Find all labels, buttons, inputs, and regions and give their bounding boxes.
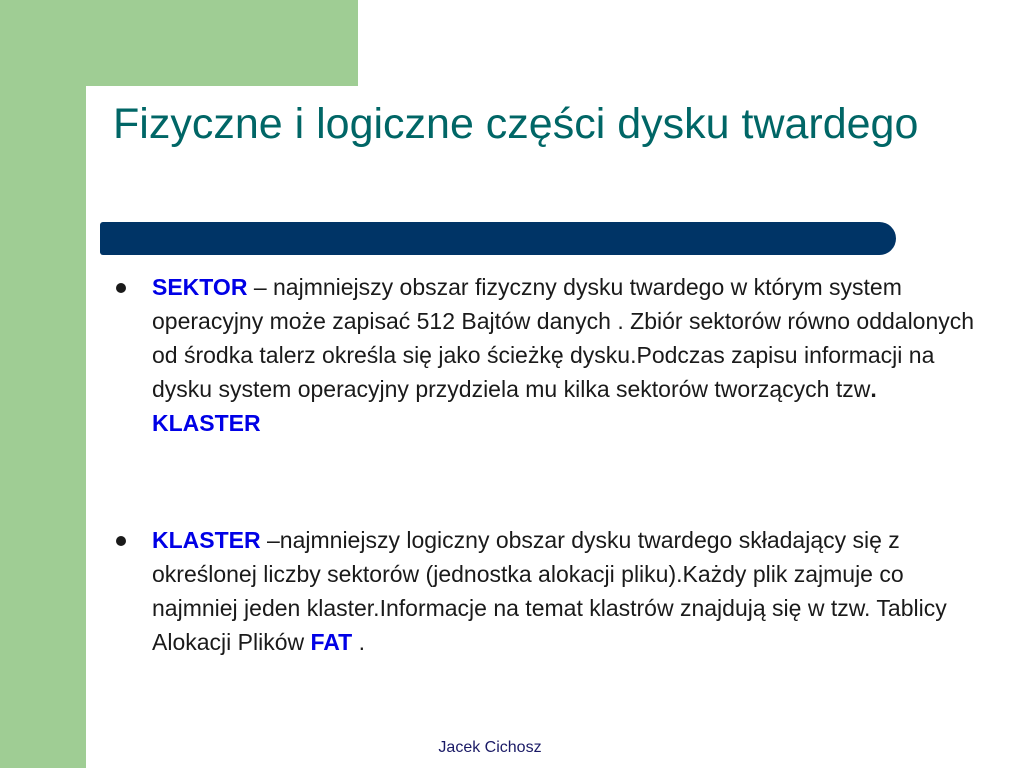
decorative-green-frame-top — [0, 0, 358, 86]
bullet-text-suffix: . — [352, 629, 366, 655]
keyword-fat: FAT — [310, 629, 353, 655]
decorative-green-frame-left — [0, 0, 86, 768]
keyword-klaster: KLASTER — [152, 527, 261, 553]
bullet-dot-icon — [116, 283, 126, 293]
slide-title: Fizyczne i logiczne części dysku twardego — [113, 100, 919, 148]
bullet-text-bold-dot: . — [870, 376, 877, 402]
title-underline-bar — [100, 222, 896, 255]
bullet-item-sektor — [152, 270, 992, 440]
bullet-text: –najmniejszy logiczny obszar dysku twardego składający się z określonej liczby sektorów (jednostka alokacji pliku).Każdy plik zajmuje co najmniej jeden klaster.Informacje na temat klastrów znajdują się w tzw. Tablicy Alokacji Plików — [152, 527, 947, 655]
keyword-sektor: SEKTOR — [152, 274, 248, 300]
bullet-dot-icon — [116, 536, 126, 546]
footer-author: Jacek Cichosz — [438, 739, 542, 756]
bullet-item-klaster — [152, 523, 992, 659]
bullet-text: – najmniejszy obszar fizyczny dysku twardego w którym system operacyjny może zapisać 512 Bajtów danych . Zbiór sektorów równo oddalonych od środka talerz określa się jako ścieżkę dysku.Podczas zapisu informacji na dysku system operacyjny przydziela mu kilka sektorów tworzących tzw — [152, 274, 975, 402]
keyword-klaster-end: KLASTER — [152, 410, 261, 436]
